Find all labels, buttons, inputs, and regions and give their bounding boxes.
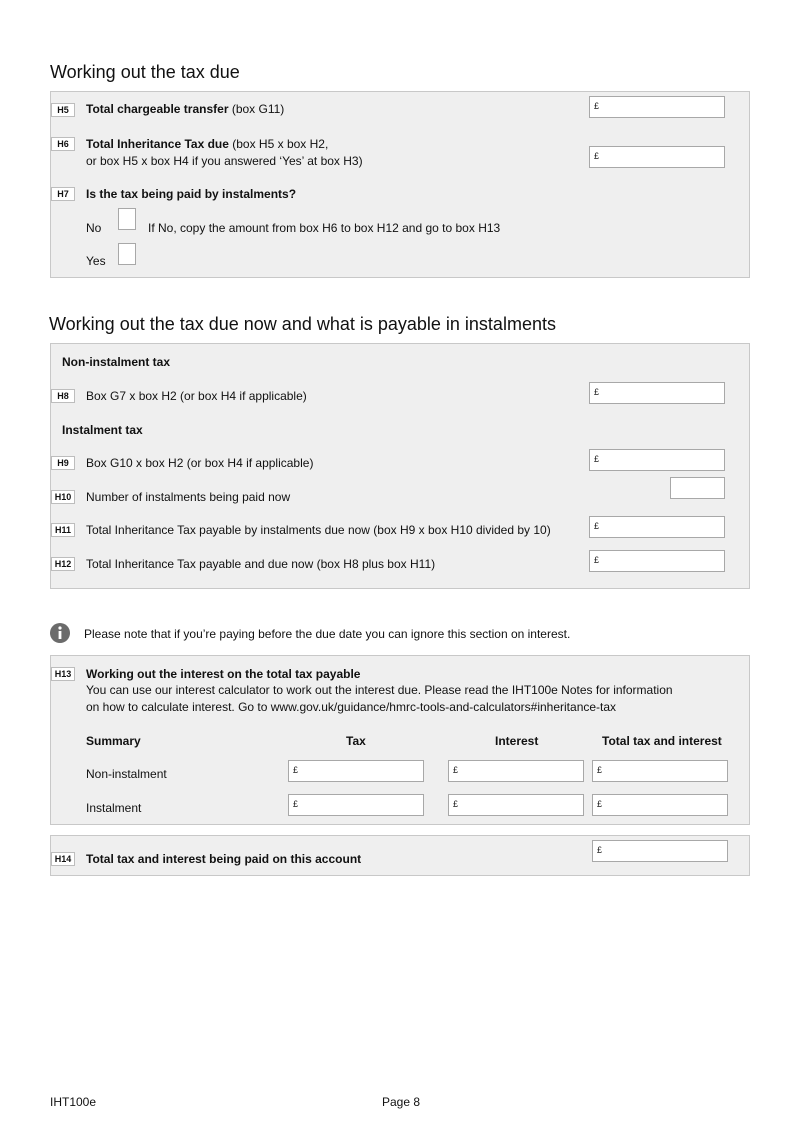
non-instalment-total-input[interactable] [592,760,728,782]
currency-symbol: £ [293,799,299,809]
h6-label-line2: or box H5 x box H4 if you answered ‘Yes’ at box H3) [86,154,363,168]
h5-label-rest: (box G11) [228,102,285,116]
h9-input[interactable] [589,449,725,471]
h14-label: Total tax and interest being paid on this account [86,852,362,866]
col-summary: Summary [86,734,141,748]
box-code-h13: H13 [51,667,75,681]
h6-label-rest: (box H5 x box H2, [228,137,329,151]
h6-label [86,137,328,151]
box-code-h12: H12 [51,557,75,571]
box-code-h14: H14 [51,852,75,866]
non-instalment-tax-input[interactable] [288,760,424,782]
h7-no-checkbox[interactable] [118,208,136,230]
currency-symbol: £ [597,845,603,855]
currency-symbol: £ [453,799,459,809]
h8-input[interactable] [589,382,725,404]
h10-input[interactable] [670,477,725,499]
h11-input[interactable] [589,516,725,538]
col-tax: Tax [346,734,366,748]
h7-yes-checkbox[interactable] [118,243,136,265]
box-code-h5: H5 [51,103,75,117]
info-icon [50,623,70,643]
box-code-h8: H8 [51,389,75,403]
h13-title: Working out the interest on the total tax payable [86,667,361,681]
instalment-tax-input[interactable] [288,794,424,816]
instalment-total-input[interactable] [592,794,728,816]
h9-label: Box G10 x box H2 (or box H4 if applicable) [86,456,314,470]
h12-input[interactable] [589,550,725,572]
box-code-h6: H6 [51,137,75,151]
section-title-tax-due: Working out the tax due [50,62,240,82]
currency-symbol: £ [594,454,600,464]
box-code-h9: H9 [51,456,75,470]
h7-no-label: No [86,221,102,235]
box-code-h7: H7 [51,187,75,201]
currency-symbol: £ [293,765,299,775]
section-title-instalments: Working out the tax due now and what is payable in instalments [49,314,556,334]
h7-label: Is the tax being paid by instalments? [86,187,297,201]
currency-symbol: £ [594,521,600,531]
col-total: Total tax and interest [602,734,722,748]
h11-label: Total Inheritance Tax payable by instalments due now (box H9 x box H10 divided by 10) [86,523,551,537]
h5-input[interactable] [589,96,725,118]
h5-label [86,102,284,116]
non-instalment-interest-input[interactable] [448,760,584,782]
currency-symbol: £ [597,765,603,775]
box-code-h10: H10 [51,490,75,504]
h13-line1: You can use our interest calculator to work out the interest due. Please read the IHT100e Notes for information [86,683,673,697]
h6-input[interactable] [589,146,725,168]
box-code-h11: H11 [51,523,75,537]
currency-symbol: £ [597,799,603,809]
h8-label: Box G7 x box H2 (or box H4 if applicable) [86,389,307,403]
h13-line2: on how to calculate interest. Go to www.gov.uk/guidance/hmrc-tools-and-calculators#inheritance-tax [86,700,617,714]
currency-symbol: £ [594,151,600,161]
footer-form-code: IHT100e [50,1095,97,1109]
h14-input[interactable] [592,840,728,862]
tax-due-panel [50,91,750,278]
col-interest: Interest [495,734,539,748]
interest-note: Please note that if you’re paying before the due date you can ignore this section on interest. [84,627,571,641]
h10-label: Number of instalments being paid now [86,490,291,504]
row-instalment-label: Instalment [86,801,142,815]
footer-page-number: Page 8 [382,1095,421,1109]
currency-symbol: £ [453,765,459,775]
h12-label: Total Inheritance Tax payable and due now (box H8 plus box H11) [86,557,436,571]
currency-symbol: £ [594,387,600,397]
h7-no-instruction: If No, copy the amount from box H6 to box H12 and go to box H13 [148,221,501,235]
instalment-interest-input[interactable] [448,794,584,816]
h5-label-bold: Total chargeable transfer [86,102,229,116]
h7-yes-label: Yes [86,254,106,268]
instalment-heading: Instalment tax [62,423,143,437]
non-instalment-heading: Non-instalment tax [62,355,171,369]
currency-symbol: £ [594,555,600,565]
h6-label-bold: Total Inheritance Tax due [86,137,229,151]
row-non-instalment-label: Non-instalment [86,767,167,781]
currency-symbol: £ [594,101,600,111]
